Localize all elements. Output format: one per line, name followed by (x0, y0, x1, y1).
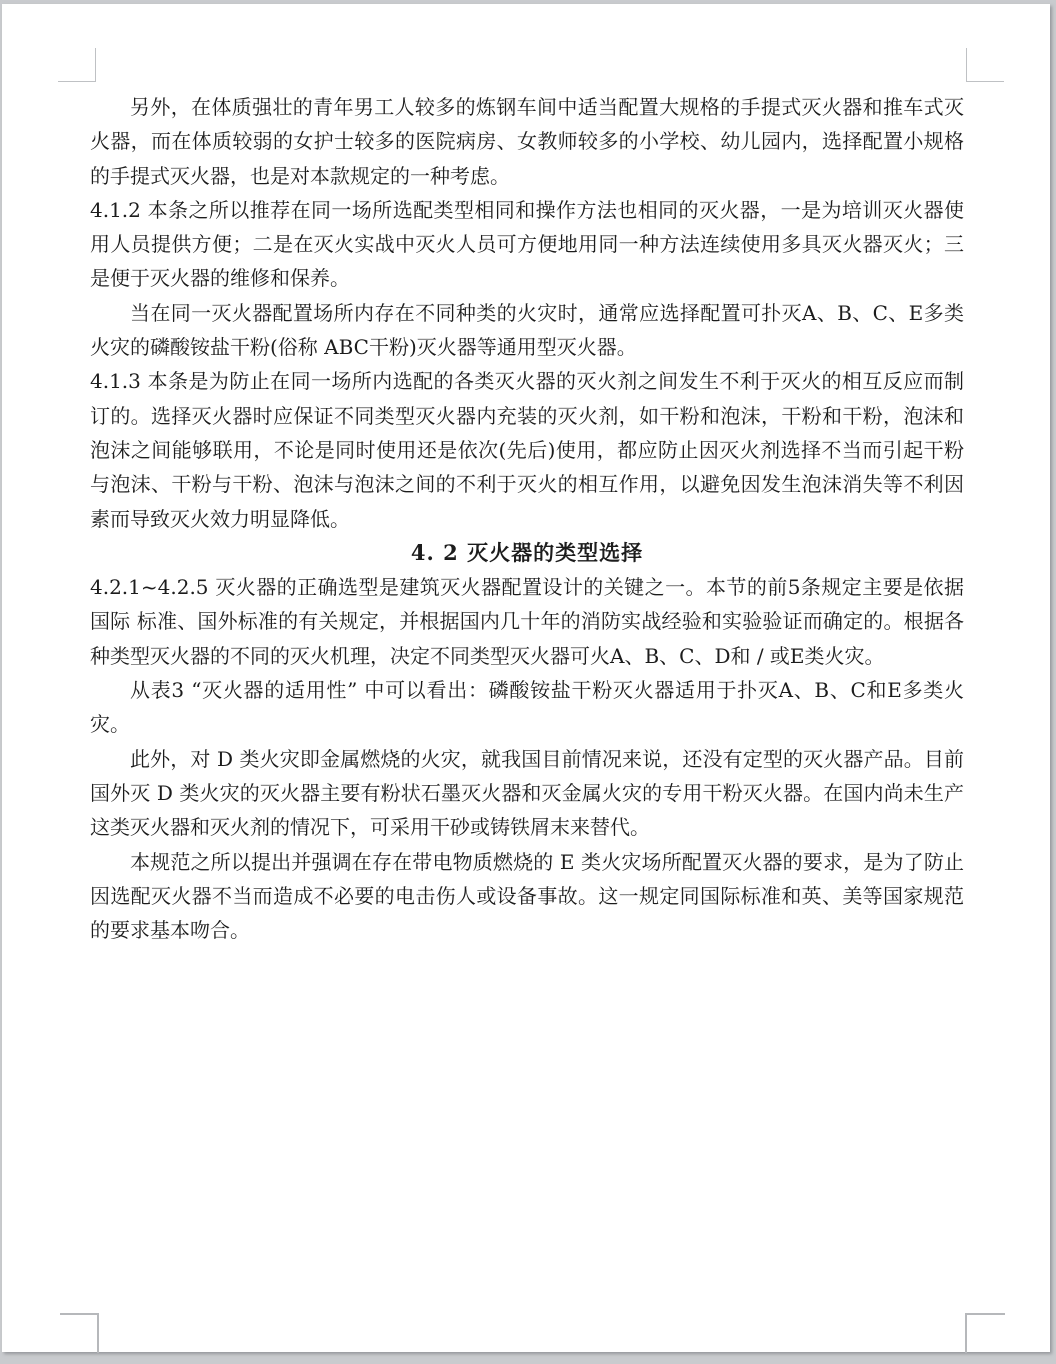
section-4-2-heading: 4. 2 灭火器的类型选择 (410, 539, 644, 565)
paragraph-clause-4-1-3: 4.1.3 本条是为防止在同一场所内选配的各类灭火器的灭火剂之间发生不利于灭火的相互反应而制订的。选择灭火器时应保证不同类型灭火器内充装的灭火剂，如干粉和泡沫，干粉和干粉，泡沫和泡沫之间能够联用，不论是同时使用还是依次(先后)使用，都应防止因灭火剂选择不当而引起干粉与泡沫、干粉与干粉、泡沫与泡沫之间的不利于灭火的相互作用，以避免因发生泡沫消失等不利因素而导致灭火效力明显降低。 (90, 369, 964, 531)
document-page (2, 4, 1050, 1352)
paragraph-commentary-class-d-fire: 此外，对 D 类火灾即金属燃烧的火灾，就我国目前情况来说，还没有定型的灭火器产品。目前国外灭 D 类火灾的灭火器主要有粉状石墨灭火器和灭金属火灾的专用干粉灭火器。在国内尚未生产这类灭火器和灭火剂的情况下，可采用干砂或铸铁屑末来替代。 (90, 746, 964, 840)
paragraph-commentary-table3-reference: 从表3 “灭火器的适用性” 中可以看出：磷酸铵盐干粉灭火器适用于扑灭A、B、C和E多类火灾。 (90, 678, 964, 737)
document-text-area (90, 90, 964, 947)
text-boundary-mark-bottom-left (60, 1313, 99, 1353)
paragraph-commentary-additional: 另外，在体质强壮的青年男工人较多的炼钢车间中适当配置大规格的手提式灭火器和推车式灭火器，而在体质较弱的女护士较多的医院病房、女教师较多的小学校、幼儿园内，选择配置小规格的手提式灭火器，也是对本款规定的一种考虑。 (90, 95, 964, 188)
text-boundary-mark-top-right (966, 48, 1004, 82)
paragraph-clause-4-2-1-to-4-2-5: 4.2.1~4.2.5 灭火器的正确选型是建筑灭火器配置设计的关键之一。本节的前5条规定主要是依据国际 标准、国外标准的有关规定，并根据国内几十年的消防实战经验和实验验证而确定的。根据各种类型灭火器的不同的灭火机理，决定不同类型灭火器可火A、B、C、D和 / 或E类火灾。 (90, 575, 964, 668)
text-boundary-mark-bottom-right (965, 1313, 1005, 1353)
paragraph-commentary-mixed-fire-classes: 当在同一灭火器配置场所内存在不同种类的火灾时，通常应选择配置可扑灭A、B、C、E多类火灾的磷酸铵盐干粉(俗称 ABC干粉)灭火器等通用型灭火器。 (90, 300, 964, 360)
paragraph-clause-4-1-2: 4.1.2 本条之所以推荐在同一场所选配类型相同和操作方法也相同的灭火器，一是为培训灭火器使用人员提供方便；二是在灭火实战中灭火人员可方便地用同一种方法连续使用多具灭火器灭火；三是便于灭火器的维修和保养。 (90, 197, 964, 291)
text-boundary-mark-top-left (58, 48, 96, 82)
paragraph-commentary-class-e-fire: 本规范之所以提出并强调在存在带电物质燃烧的 E 类火灾场所配置灭火器的要求，是为了防止因选配灭火器不当而造成不必要的电击伤人或设备事故。这一规定同国际标准和英、美等国家规范的要求基本吻合。 (90, 849, 964, 943)
